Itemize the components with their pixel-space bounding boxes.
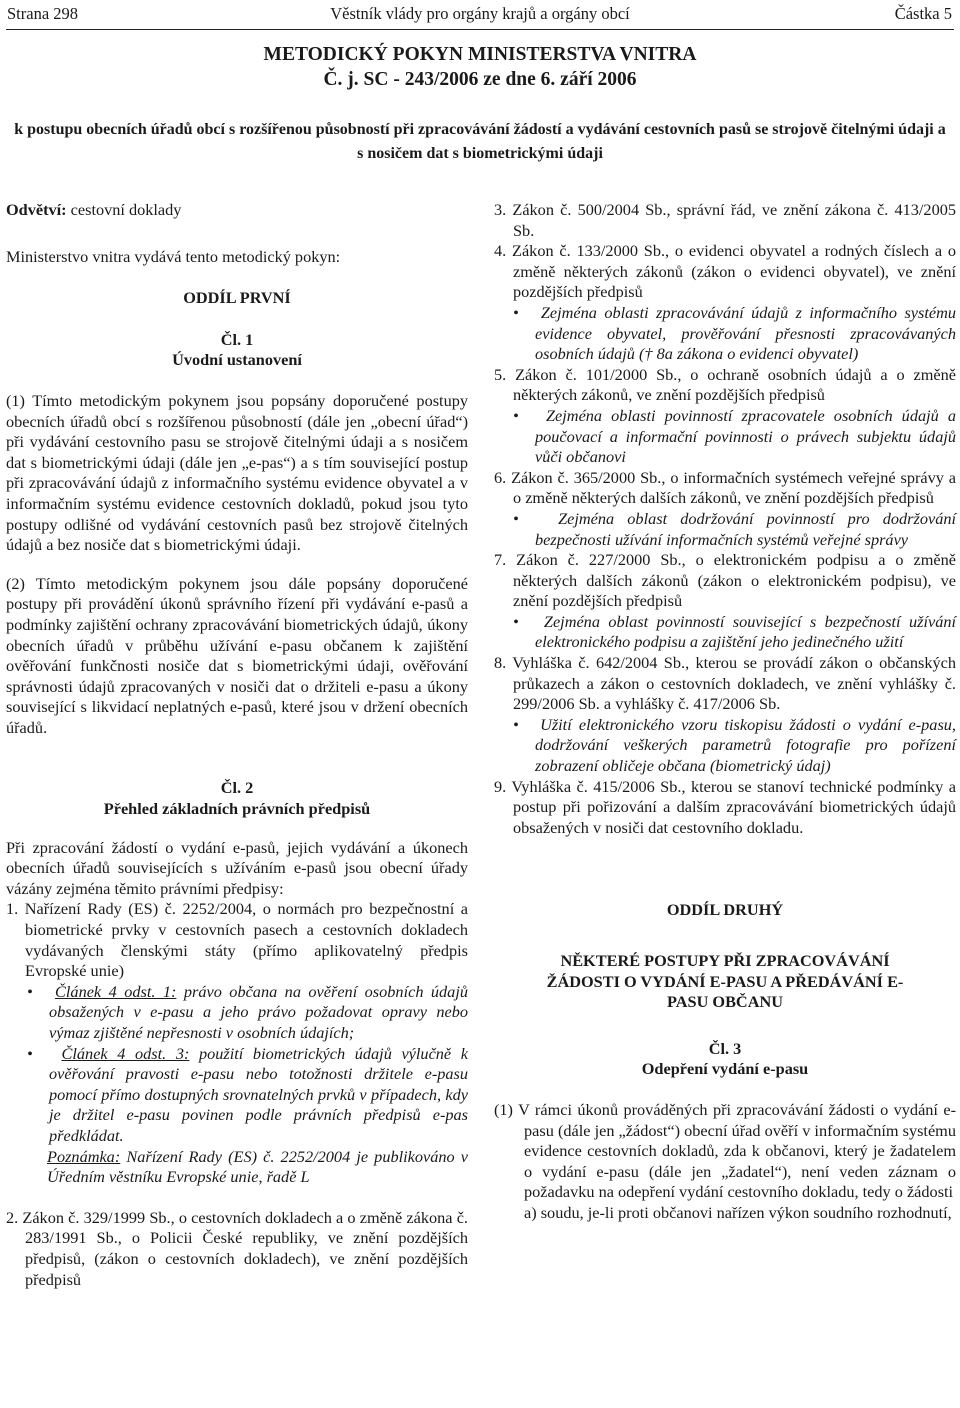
bullet-icon: • <box>513 405 519 425</box>
bullet-icon: • <box>27 1043 33 1063</box>
list-item-1-bullet-2 <box>6 1044 468 1147</box>
bullet-text: Zejména oblast dodržování povinností pro dodržování bezpečnosti užívání informačních systémů veřejné správy <box>535 508 956 549</box>
article-1-title: Úvodní ustanovení <box>172 350 302 370</box>
article-1-paragraph-1: (1) Tímto metodickým pokynem jsou popsány doporučené postupy obecních úřadů obcí s rozšířenou působností (dále jen „obecní úřad“) při vydávání cestovního pasu se strojově čitelnými údaji a s nosičem dat s biometrickými údaji (dále jen „e-pas“) a s tím související postup při zpracovávání údajů z informačního systému evidence obyvatel a v informačním systému evidence cestovních dokladů, pokud jsou tyto postupy odlišné od vydávání cestovních pasů bez strojově čitelných údajů a bez nosiče dat s biometrickými údaji. <box>6 390 468 555</box>
note-text: Nařízení Rady (ES) č. 2252/2004 je publikováno v Úředním věstníku Evropské unie, řadě L <box>47 1146 468 1187</box>
odvetvi-label: Odvětví: <box>6 200 67 219</box>
bullet-1-reference: Článek 4 odst. 1: <box>55 981 177 1001</box>
article-2-number: Čl. 2 <box>220 778 254 798</box>
section-heading-2: ODDÍL DRUHÝ <box>666 900 784 920</box>
bullet-2-reference: Článek 4 odst. 3: <box>61 1043 190 1063</box>
title-line-1: METODICKÝ POKYN MINISTERSTVA VNITRA <box>263 44 697 65</box>
title-line-2: Č. j. SC - 243/2006 ze dne 6. září 2006 <box>323 69 637 90</box>
list-item-6-bullet <box>494 509 956 550</box>
list-item-8-bullet <box>494 715 956 777</box>
note <box>6 1147 468 1188</box>
article-1-paragraph-2: (2) Tímto metodickým pokynem jsou dále popsány doporučené postupy při provádění úkonů správního řízení při vydávání e-pasů a podmínky zajištění ochrany zpracovávání biometrických údajů, úkony obecních úřadů v průběhu užívání e-pasu občanem k zajištění ověřování funkčnosti nosiče dat s biometrickými údaji, ověřování správnosti údajů zpracovaných v nosiči dat o držiteli e-pasu a úkony související s likvidací neplatných e-pasů, které jsou v držení obecních úřadů. <box>6 573 468 737</box>
list-item-1: 1. Nařízení Rady (ES) č. 2252/2004, o normách pro bezpečnostní a biometrické prvky v cestovních pasech a cestovních dokladech vydávaných členskými státy (přímo aplikovatelný předpis Evropské unie) <box>6 899 468 981</box>
list-item-5: 5. Zákon č. 101/2000 Sb., o ochraně osobních údajů a o změně některých zákonů, ve znění pozdějších předpisů <box>494 364 956 405</box>
bullet-icon: • <box>513 714 519 734</box>
issue-number: Částka 5 <box>894 4 952 23</box>
odvetvi-value: cestovní doklady <box>66 200 182 219</box>
bullet-text: Zejména oblasti zpracovávání údajů z informačního systému evidence obyvatel, prověřování přesnosti zpracovávaných osobních údajů († 8a zákona o evidenci obyvatel) <box>535 302 956 364</box>
article-2-title: Přehled základních právních předpisů <box>103 799 371 819</box>
bullet-text: Užití elektronického vzoru tiskopisu žádosti o vydání e-pasu, dodržování veškerých parametrů fotografie pro pořízení zobrazení obličeje občana (biometrický údaj) <box>535 714 956 776</box>
list-item-4-bullet <box>494 303 956 365</box>
list-item-9: 9. Vyhláška č. 415/2006 Sb., kterou se stanoví technické podmínky a postup při pořizování a dalším zpracovávání biometrických údajů obsažených v nosiči dat cestovního dokladu. <box>494 776 956 837</box>
header-rule <box>6 29 954 30</box>
bullet-1-text: právo občana na ověření osobních údajů obsažených v e-pasu a jeho právo požadovat opravy nebo výmaz zjištěné nepřesnosti v osobních údajích; <box>49 981 468 1042</box>
intro-text: Ministerstvo vnitra vydává tento metodický pokyn: <box>6 246 341 266</box>
section-2-title: NĚKTERÉ POSTUPY PŘI ZPRACOVÁVÁNÍ ŽÁDOSTI O VYDÁNÍ E-PASU A PŘEDÁVÁNÍ E-PASU OBČANU <box>546 951 904 1012</box>
right-column <box>494 200 956 1224</box>
odvetvi <box>6 200 468 221</box>
running-header <box>0 0 960 28</box>
journal-title: Věstník vlády pro orgány krajů a orgány obcí <box>330 4 630 23</box>
list-item-1-bullet-1 <box>6 982 468 1044</box>
article-3-title: Odepření vydání e-pasu <box>641 1059 809 1079</box>
document-title <box>0 42 960 92</box>
bullet-icon: • <box>513 611 519 631</box>
list-item-6: 6. Zákon č. 365/2000 Sb., o informačních systémech veřejné správy a o změně některých dalších zákonů, ve znění pozdějších předpisů <box>494 467 956 508</box>
list-item-7: 7. Zákon č. 227/2000 Sb., o elektronickém podpisu a o změně některých dalších zákonů (zákon o elektronickém podpisu), ve znění pozdějších předpisů <box>494 550 956 611</box>
list-item-5-bullet <box>494 406 956 468</box>
document-subtitle: k postupu obecních úřadů obcí s rozšířenou působností při zpracovávání žádostí a vydávání cestovních pasů se strojově čitelnými údaji a s nosičem dat s biometrickými údaji <box>14 121 946 162</box>
article-2-intro: Při zpracování žádostí o vydání e-pasů, jejich vydávání a úkonech obecních úřadů souvisejících s užíváním e-pasů jsou obecní úřady vázány zejména těmito právními předpisy: <box>6 837 468 898</box>
article-1-number: Čl. 1 <box>220 329 254 349</box>
note-label: Poznámka: <box>47 1146 121 1166</box>
section-heading-1: ODDÍL PRVNÍ <box>183 288 291 308</box>
bullet-2-text: použití biometrických údajů výlučně k ověřování pravosti e-pasu nebo totožnosti držitele e-pasu pomocí přímo dostupných srovnatelných prvků v případech, kdy je držitel e-pasu povinen podle právních předpisů e-pas předkládat. <box>49 1043 468 1145</box>
list-item-4: 4. Zákon č. 133/2000 Sb., o evidenci obyvatel a rodných číslech a o změně některých zákonů (zákon o evidenci obyvatel), ve znění pozdějších předpisů <box>494 241 956 302</box>
article-3-item-a: a) soudu, je-li proti občanovi nařízen výkon soudního rozhodnutí, <box>524 1202 952 1222</box>
left-column <box>6 200 468 1290</box>
list-item-8: 8. Vyhláška č. 642/2004 Sb., kterou se provádí zákon o občanských průkazech a zákon o cestovních dokladech, ve znění vyhlášky č. 299/2006 Sb. a vyhlášky č. 417/2006 Sb. <box>494 653 956 714</box>
bullet-icon: • <box>27 981 33 1001</box>
list-item-2: 2. Zákon č. 329/1999 Sb., o cestovních dokladech a o změně zákona č. 283/1991 Sb., o Policii České republiky, ve znění pozdějších předpisů, (zákon o cestovních dokladech), ve znění pozdějších předpisů <box>6 1207 468 1289</box>
article-3-number: Čl. 3 <box>708 1038 742 1058</box>
list-item-7-bullet <box>494 612 956 653</box>
list-item-3: 3. Zákon č. 500/2004 Sb., správní řád, ve znění zákona č. 413/2005 Sb. <box>494 200 956 240</box>
bullet-icon: • <box>513 302 519 322</box>
page-number: Strana 298 <box>7 4 79 23</box>
bullet-icon: • <box>513 508 519 528</box>
article-3-paragraph-1: (1) V rámci úkonů prováděných při zpracovávání žádosti o vydání e-pasu (dále jen „žádost“) obecní úřad ověří v informačním systému evidence cestovních dokladů, zda k občanovi, který je žadatelem o vydání e-pasu (dále jen „žadatel“), není veden záznam o požadavku na odepření vydání cestovního dokladu, tedy o žádosti <box>494 1099 956 1202</box>
bullet-text: Zejména oblasti povinností zpracovatele osobních údajů a poučovací a informační povinnosti o právech subjektu údajů vůči občanovi <box>535 405 957 467</box>
bullet-text: Zejména oblast povinností související s bezpečností užívání elektronického podpisu a zajištění jeho jedinečného užití <box>535 611 957 652</box>
